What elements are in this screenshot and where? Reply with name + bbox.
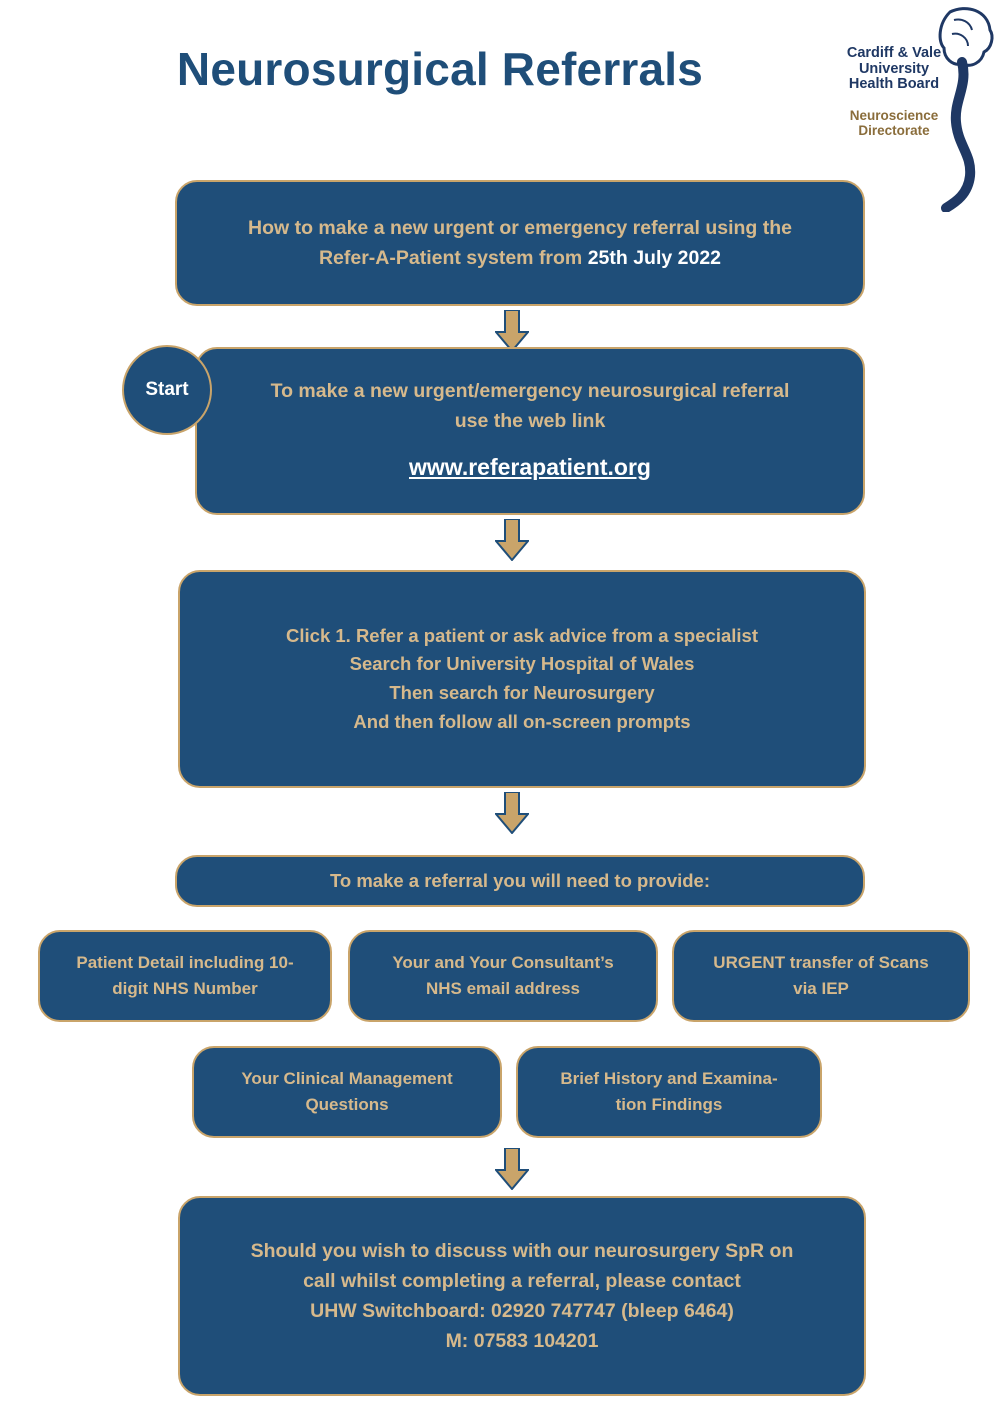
steps-box [178,570,866,788]
page-title: Neurosurgical Referrals [176,43,704,95]
weblink-line-2: use the web link [454,410,606,433]
requirement-line-1: URGENT transfer of Scans [713,952,929,972]
logo-line-2: University [858,60,930,77]
requirement-line-1: Brief History and Examina- [560,1068,778,1088]
start-label: Start [145,379,189,400]
intro-date: 25th July 2022 [587,247,722,269]
requirement-box [672,930,970,1022]
intro-line-2-text: Refer-A-Patient system from [318,247,588,269]
contact-box [178,1196,866,1396]
steps-line-1: Click 1. Refer a patient or ask advice from a specialist [286,624,758,646]
arrow-down-icon-2 [495,519,529,561]
requirements-heading: To make a referral you will need to provide: [329,869,711,891]
start-node [122,345,212,435]
logo-sub-2: Directorate [858,123,930,138]
steps-line-2: Search for University Hospital of Wales [349,653,695,675]
requirement-box [38,930,332,1022]
arrow-down-icon-4 [495,1148,529,1190]
contact-mobile: M: 07583 104201 [445,1330,599,1353]
steps-line-4: And then follow all on-screen prompts [353,710,691,732]
steps-line-3: Then search for Neurosurgery [389,682,655,703]
requirement-box [192,1046,502,1138]
requirement-box [516,1046,822,1138]
requirement-line-2: digit NHS Number [112,979,258,998]
arrow-down-icon-3 [495,792,529,834]
intro-line-1: How to make a new urgent or emergency referral using the [248,216,792,239]
requirement-line-1: Patient Detail including 10- [76,952,294,972]
weblink-box [195,347,865,515]
requirement-line-2: NHS email address [425,979,580,998]
intro-box [175,180,865,306]
refer-a-patient-link[interactable]: www.referapatient.org [409,454,651,481]
requirement-box [348,930,658,1022]
intro-line-2 [195,243,845,273]
weblink-line-1: To make a new urgent/emergency neurosurgical referral [270,379,790,402]
requirement-line-2: Questions [305,1095,389,1114]
requirements-heading-box [175,855,865,907]
health-board-logo [832,0,1000,212]
requirement-line-1: Your Clinical Management [241,1068,453,1088]
requirement-line-1: Your and Your Consultant’s [392,952,614,972]
logo-line-1: Cardiff & Vale [846,45,942,61]
logo-text [838,46,950,93]
logo-sub-1: Neuroscience [849,108,939,123]
logo-line-3: Health Board [848,76,940,92]
arrow-down-icon-1 [495,310,529,352]
contact-line-1: Should you wish to discuss with our neurosurgery SpR on [250,1239,794,1262]
requirement-line-2: tion Findings [615,1095,723,1114]
contact-line-2: call whilst completing a referral, please contact [303,1269,741,1292]
contact-switchboard: UHW Switchboard: 02920 747747 (bleep 6464) [310,1300,734,1322]
requirement-line-2: via IEP [793,979,849,998]
logo-subtitle [838,108,950,138]
